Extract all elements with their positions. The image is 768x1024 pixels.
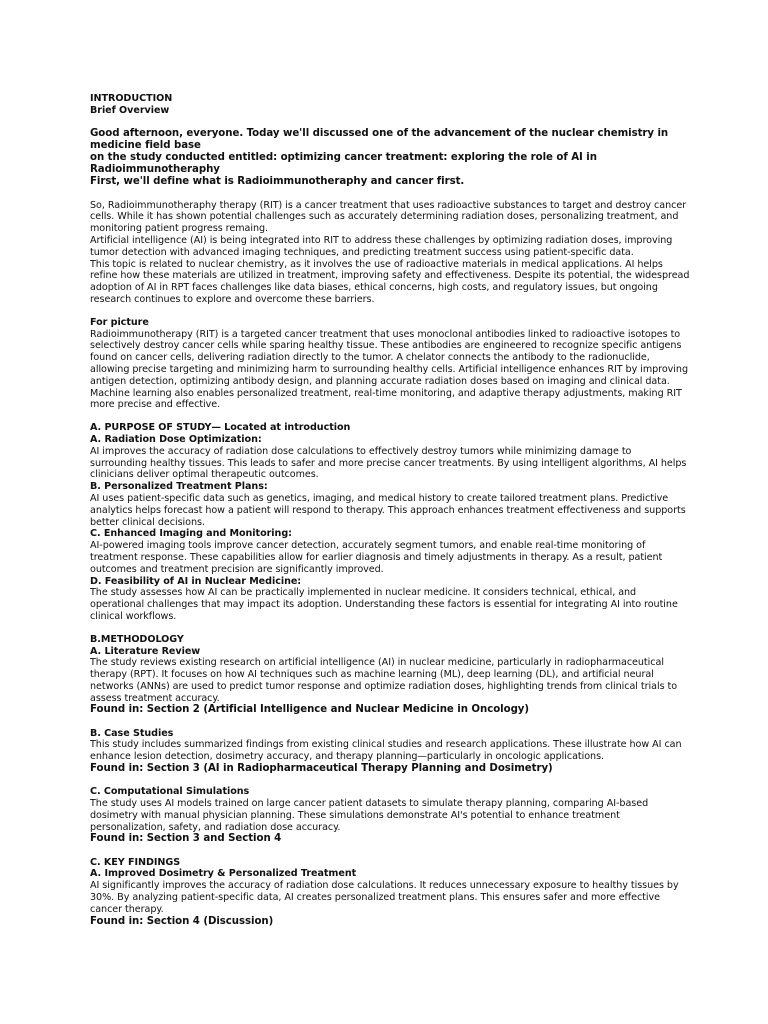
literature-review-title: A. Literature Review [90,645,201,657]
purpose-item-text: AI improves the accuracy of radiation dose calculations to effectively destroy tumors while minimizing damage to surrounding healthy tissues. This leads to safer and more precise cancer treatments. By using intelligent algorithms, AI helps clinicians deliver optimal therapeutic outcomes. [90,445,687,481]
greeting-line-3: First, we'll define what is Radioimmunotheraphy and cancer first. [90,176,465,188]
findings-heading: C. KEY FINDINGS [90,856,181,868]
purpose-item-text: AI uses patient-specific data such as genetics, imaging, and medical history to create tailored treatment plans. Predictive analytics helps forecast how a patient will respond to therapy. This approach enhances treatment effectiveness and supports better clinical decisions. [90,492,686,528]
intro-subheading: Brief Overview [90,104,170,116]
simulations-found: Found in: Section 3 and Section 4 [90,833,282,845]
intro-heading: INTRODUCTION [90,93,173,104]
case-studies-text: This study includes summarized findings from existing clinical studies and research applications. These illustrate how AI can enhance lesion detection, dosimetry accuracy, and therapy planning—particularly in oncologic applications. [90,739,682,763]
document-page [90,93,690,928]
literature-review-found: Found in: Section 2 (Artificial Intelligence and Nuclear Medicine in Oncology) [90,704,530,716]
purpose-heading: A. PURPOSE OF STUDY— Located at introduction [90,422,351,434]
intro-paragraph-3: This topic is related to nuclear chemistry, as it involves the use of radioactive materials in medical applications. AI helps refine how these materials are utilized in treatment, improving safety and effectiveness. Despite its potential, the widespread adoption of AI in RPT faces challenges like data biases, ethical concerns, high costs, and regulatory issues, but ongoing research continues to explore and overcome these barriers. [90,258,690,305]
case-studies-title: B. Case Studies [90,727,174,739]
simulations-text: The study uses AI models trained on large cancer patient datasets to simulate therapy planning, comparing AI-based dosimetry with manual physician planning. These simulations demonstrate AI's potential to enhance treatment personalization, safety, and radiation dose accuracy. [90,798,649,833]
purpose-item-text: The study assesses how AI can be practically implemented in nuclear medicine. It considers technical, ethical, and operational challenges that may impact its adoption. Understanding these factors is essential for integrating AI into routine clinical workflows. [90,587,678,622]
purpose-item-title: D. Feasibility of AI in Nuclear Medicine: [90,575,302,587]
greeting-line-1: Good afternoon, everyone. Today we'll discussed one of the advancement of the nuclear chemistry in medicine field base [90,127,669,151]
findings-subheading: A. Improved Dosimetry & Personalized Treatment [90,868,357,880]
purpose-item-title: A. Radiation Dose Optimization: [90,433,262,445]
purpose-item-title: B. Personalized Treatment Plans: [90,481,268,493]
simulations-title: C. Computational Simulations [90,786,250,798]
purpose-item-text: AI-powered imaging tools improve cancer detection, accurately segment tumors, and enable real-time monitoring of treatment response. These capabilities allow for earlier diagnosis and timely adjustments in therapy. As a result, patient outcomes and treatment precision are significantly improved. [90,540,663,575]
case-studies-found: Found in: Section 3 (AI in Radiopharmaceutical Therapy Planning and Dosimetry) [90,763,553,775]
findings-found: Found in: Section 4 (Discussion) [90,915,274,927]
intro-paragraph-1: So, Radioimmunotheraphy therapy (RIT) is a cancer treatment that uses radioactive substances to target and destroy cancer cells. While it has shown potential challenges such as accurately determining radiation doses, personalizing treatment, and monitoring patient progress remaing. [90,199,687,235]
literature-review-text: The study reviews existing research on artificial intelligence (AI) in nuclear medicine, particularly in radiopharmaceutical therapy (RPT). It focuses on how AI techniques such as machine learning (ML), deep learning (DL), and artificial neural networks (ANNs) are used to predict tumor response and optimize radiation doses, highlighting trends from clinical trials to assess treatment accuracy. [90,657,678,704]
greeting-line-2: on the study conducted entitled: optimizing cancer treatment: exploring the role of AI in Radioimmunotheraphy [90,152,597,176]
picture-paragraph: Radioimmunotherapy (RIT) is a targeted cancer treatment that uses monoclonal antibodies linked to radioactive isotopes to selectively destroy cancer cells while sparing healthy tissue. These antibodies are engineered to recognize specific antigens found on cancer cells, delivering radiation directly to the tumor. A chelator connects the antibody to the radionuclide, allowing precise targeting and minimizing harm to surrounding healthy cells. Artificial intelligence enhances RIT by improving antigen detection, optimizing antibody design, and planning accurate radiation doses based on imaging and clinical data. Machine learning also enables personalized treatment, real-time monitoring, and adaptive therapy adjustments, making RIT more precise and effective. [90,328,688,411]
purpose-item-title: C. Enhanced Imaging and Monitoring: [90,528,292,540]
methodology-heading: B.METHODOLOGY [90,633,184,645]
findings-text: AI significantly improves the accuracy of radiation dose calculations. It reduces unnecessary exposure to healthy tissues by 30%. By analyzing patient-specific data, AI creates personalized treatment plans. This ensures safer and more effective cancer therapy. [90,880,679,915]
intro-paragraph-2: Artificial intelligence (AI) is being integrated into RIT to address these challenges by optimizing radiation doses, improving tumor detection with advanced imaging techniques, and predicting treatment success using patient-specific data. [90,235,673,258]
picture-heading: For picture [90,316,149,328]
